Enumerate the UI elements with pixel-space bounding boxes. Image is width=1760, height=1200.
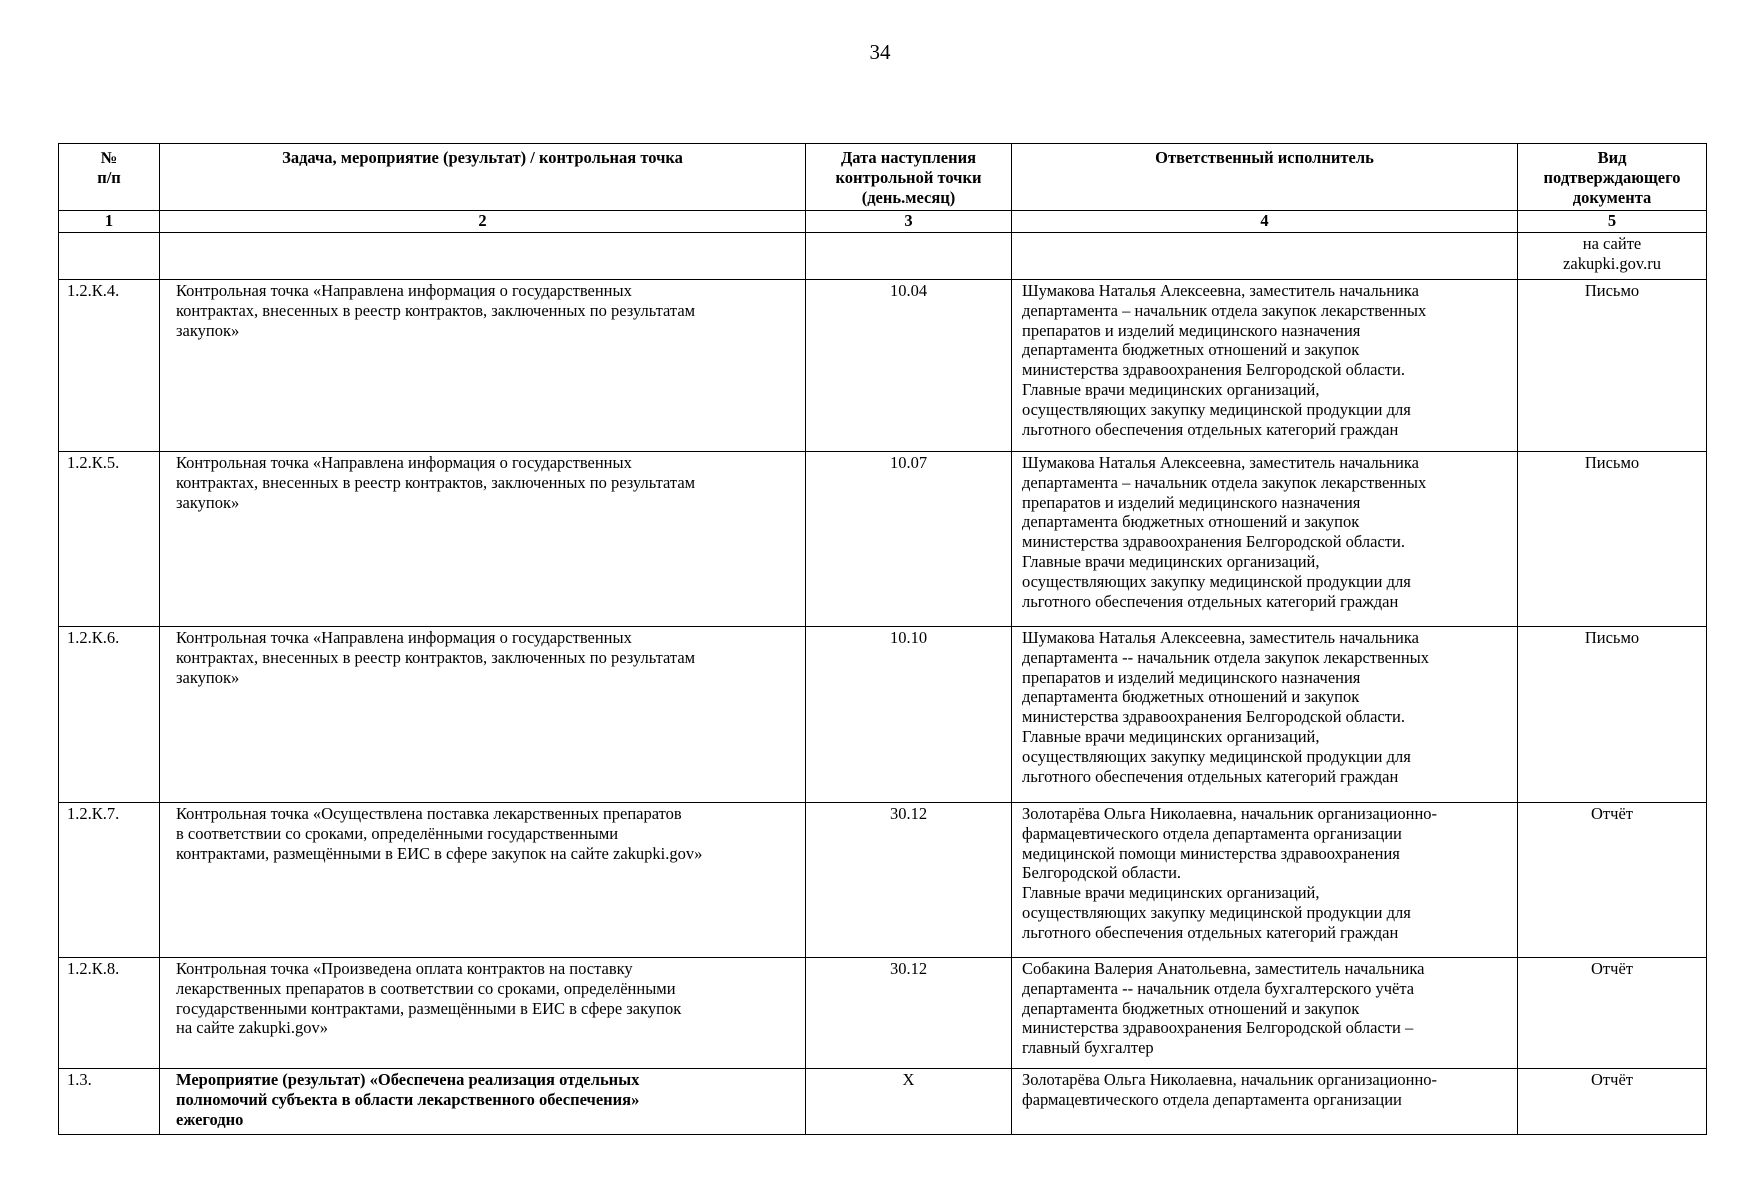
- executor-line: департамента бюджетных отношений и закупок: [1022, 998, 1360, 1018]
- executor-line: департамента бюджетных отношений и закупок: [1022, 512, 1360, 532]
- task-line: закупок»: [176, 320, 240, 340]
- task-line: полномочий субъекта в области лекарственного обеспечения»: [176, 1089, 640, 1109]
- control-points-table: [58, 143, 1707, 1135]
- task-line: Контрольная точка «Осуществлена поставка лекарственных препаратов: [176, 804, 682, 823]
- row-date: 10.04: [806, 280, 1012, 452]
- header-date-line: контрольной точки: [835, 167, 982, 187]
- executor-line: препаратов и изделий медицинского назначения: [1022, 492, 1361, 512]
- executor-line: Шумакова Наталья Алексеевна, заместитель начальника: [1022, 628, 1419, 647]
- executor-line: льготного обеспечения отдельных категорий граждан: [1022, 922, 1399, 942]
- row-task: [160, 280, 806, 452]
- header-number: [59, 144, 160, 211]
- executor-line: Главные врачи медицинских организаций,: [1022, 551, 1320, 571]
- executor-line: главный бухгалтер: [1022, 1038, 1154, 1058]
- table-row: [59, 280, 1707, 452]
- row-executor: [1012, 803, 1518, 958]
- executor-line: министерства здравоохранения Белгородской области.: [1022, 532, 1405, 552]
- header-task-line: Задача, мероприятие (результат) / контрольная точка: [282, 148, 683, 167]
- task-line: закупок»: [176, 667, 240, 687]
- executor-line: препаратов и изделий медицинского назначения: [1022, 320, 1361, 340]
- header-number-line: №: [100, 148, 118, 167]
- task-line: контрактах, внесенных в реестр контрактов, заключенных по результатам: [176, 472, 696, 492]
- column-number: 2: [160, 211, 806, 233]
- executor-line: льготного обеспечения отдельных категорий граждан: [1022, 419, 1399, 439]
- row-number: 1.2.К.6.: [59, 627, 160, 803]
- row-number: 1.3.: [59, 1069, 160, 1135]
- header-executor-line: Ответственный исполнитель: [1155, 148, 1374, 167]
- executor-line: департамента бюджетных отношений и закупок: [1022, 687, 1360, 707]
- task-line: Контрольная точка «Направлена информация о государственных: [176, 628, 632, 647]
- row-task: [160, 958, 806, 1069]
- cell-empty: [160, 233, 806, 280]
- task-line: Контрольная точка «Направлена информация о государственных: [176, 281, 632, 300]
- row-date: X: [806, 1069, 1012, 1135]
- table-row: [59, 627, 1707, 803]
- executor-line: департамента -- начальник отдела закупок лекарственных: [1022, 647, 1429, 667]
- header-number-line: п/п: [97, 167, 121, 187]
- executor-line: осуществляющих закупку медицинской продукции для: [1022, 399, 1411, 419]
- executor-line: министерства здравоохранения Белгородской области.: [1022, 360, 1405, 380]
- row-date: 10.07: [806, 452, 1012, 627]
- executor-line: Главные врачи медицинских организаций,: [1022, 379, 1320, 399]
- executor-line: министерства здравоохранения Белгородской области.: [1022, 707, 1405, 727]
- executor-line: министерства здравоохранения Белгородской области –: [1022, 1018, 1414, 1038]
- task-line: лекарственных препаратов в соответствии со сроками, определёнными: [176, 978, 676, 998]
- task-line: контрактах, внесенных в реестр контрактов, заключенных по результатам: [176, 647, 696, 667]
- row-document-type: Письмо: [1518, 452, 1707, 627]
- header-task: [160, 144, 806, 211]
- row-document-type: Письмо: [1518, 280, 1707, 452]
- row-number: 1.2.К.8.: [59, 958, 160, 1069]
- header-row: [59, 144, 1707, 211]
- row-task: [160, 627, 806, 803]
- task-line: контрактами, размещёнными в ЕИС в сфере закупок на сайте zakupki.gov»: [176, 843, 703, 863]
- executor-line: медицинской помощи министерства здравоохранения: [1022, 843, 1400, 863]
- row-executor: [1012, 1069, 1518, 1135]
- executor-line: фармацевтического отдела департамента организации: [1022, 823, 1402, 843]
- column-number-row: [59, 211, 1707, 233]
- table-row: [59, 958, 1707, 1069]
- header-document-line: документа: [1572, 187, 1652, 207]
- row-document-type: Письмо: [1518, 627, 1707, 803]
- row-date: 30.12: [806, 958, 1012, 1069]
- header-date-line: (день.месяц): [861, 187, 956, 207]
- cell-empty: [59, 233, 160, 280]
- executor-line: Золотарёва Ольга Николаевна, начальник организационно-: [1022, 1070, 1438, 1089]
- executor-line: Главные врачи медицинских организаций,: [1022, 726, 1320, 746]
- row-number: 1.2.К.5.: [59, 452, 160, 627]
- task-line: Контрольная точка «Направлена информация о государственных: [176, 453, 632, 472]
- column-number: 3: [806, 211, 1012, 233]
- task-line: закупок»: [176, 492, 240, 512]
- row-document-type: Отчёт: [1518, 958, 1707, 1069]
- page-number: 34: [869, 40, 891, 64]
- executor-line: осуществляющих закупку медицинской продукции для: [1022, 571, 1411, 591]
- executor-line: льготного обеспечения отдельных категорий граждан: [1022, 766, 1399, 786]
- task-line: ежегодно: [176, 1109, 244, 1129]
- row-executor: [1012, 280, 1518, 452]
- task-line: контрактах, внесенных в реестр контрактов, заключенных по результатам: [176, 300, 696, 320]
- executor-line: департамента бюджетных отношений и закупок: [1022, 340, 1360, 360]
- executor-line: Золотарёва Ольга Николаевна, начальник организационно-: [1022, 804, 1438, 823]
- doc-line: zakupki.gov.ru: [1563, 253, 1661, 273]
- header-date-line: Дата наступления: [840, 148, 977, 167]
- row-executor: [1012, 627, 1518, 803]
- row-number: 1.2.К.7.: [59, 803, 160, 958]
- executor-line: осуществляющих закупку медицинской продукции для: [1022, 746, 1411, 766]
- row-date: 10.10: [806, 627, 1012, 803]
- row-number: 1.2.К.4.: [59, 280, 160, 452]
- row-document-type: Отчёт: [1518, 803, 1707, 958]
- row-executor: [1012, 452, 1518, 627]
- executor-line: льготного обеспечения отдельных категорий граждан: [1022, 591, 1399, 611]
- executor-line: Шумакова Наталья Алексеевна, заместитель начальника: [1022, 453, 1419, 472]
- row-date: 30.12: [806, 803, 1012, 958]
- row-task: [160, 803, 806, 958]
- row-task: [160, 1069, 806, 1135]
- column-number: 1: [59, 211, 160, 233]
- header-document-line: Вид: [1597, 148, 1627, 167]
- executor-line: препаратов и изделий медицинского назначения: [1022, 667, 1361, 687]
- cell-empty: [1012, 233, 1518, 280]
- executor-line: Главные врачи медицинских организаций,: [1022, 883, 1320, 903]
- table-row: [59, 452, 1707, 627]
- task-line: государственными контрактами, размещёнными в ЕИС в сфере закупок: [176, 998, 682, 1018]
- executor-line: Собакина Валерия Анатольевна, заместитель начальника: [1022, 959, 1425, 978]
- executor-line: департамента – начальник отдела закупок лекарственных: [1022, 300, 1427, 320]
- task-line: Мероприятие (результат) «Обеспечена реализация отдельных: [176, 1070, 640, 1089]
- header-date: [806, 144, 1012, 211]
- table-row: [59, 1069, 1707, 1135]
- doc-line: на сайте: [1582, 234, 1642, 253]
- row-task: [160, 452, 806, 627]
- cell-empty: [806, 233, 1012, 280]
- task-line: на сайте zakupki.gov»: [176, 1018, 328, 1038]
- table-row: [59, 803, 1707, 958]
- executor-line: осуществляющих закупку медицинской продукции для: [1022, 902, 1411, 922]
- continuation-row: [59, 233, 1707, 280]
- header-document: [1518, 144, 1707, 211]
- executor-line: фармацевтического отдела департамента организации: [1022, 1089, 1402, 1109]
- executor-line: Белгородской области.: [1022, 863, 1182, 883]
- header-executor: [1012, 144, 1518, 211]
- row-document-type: Отчёт: [1518, 1069, 1707, 1135]
- executor-line: департамента -- начальник отдела бухгалтерского учёта: [1022, 978, 1415, 998]
- executor-line: Шумакова Наталья Алексеевна, заместитель начальника: [1022, 281, 1419, 300]
- column-number: 4: [1012, 211, 1518, 233]
- task-line: Контрольная точка «Произведена оплата контрактов на поставку: [176, 959, 633, 978]
- continuation-doc-cell: [1518, 233, 1707, 280]
- row-executor: [1012, 958, 1518, 1069]
- executor-line: департамента – начальник отдела закупок лекарственных: [1022, 472, 1427, 492]
- task-line: в соответствии со сроками, определёнными государственными: [176, 823, 619, 843]
- header-document-line: подтверждающего: [1543, 167, 1681, 187]
- column-number: 5: [1518, 211, 1707, 233]
